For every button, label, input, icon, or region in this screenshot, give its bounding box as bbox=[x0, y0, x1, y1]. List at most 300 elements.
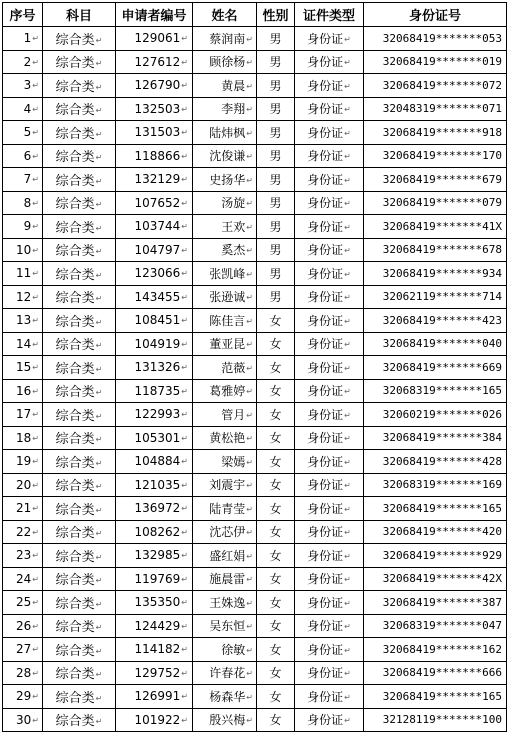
paragraph-mark-icon: ↵ bbox=[246, 293, 253, 303]
header-gender: 性别 bbox=[257, 3, 295, 27]
row-name: 张凯峰 bbox=[209, 266, 246, 281]
paragraph-mark-icon: ↵ bbox=[344, 434, 351, 444]
row-applicant-id: 103744 bbox=[134, 219, 181, 234]
row-id-type: 身份证 bbox=[307, 78, 344, 93]
row-index-cell bbox=[3, 215, 43, 239]
row-index: 26 bbox=[16, 618, 32, 633]
paragraph-mark-icon: ↵ bbox=[181, 621, 188, 631]
row-gender: 男 bbox=[269, 219, 282, 234]
row-index-cell bbox=[3, 332, 43, 356]
row-gender: 女 bbox=[269, 501, 282, 516]
row-applicant-id: 108262 bbox=[134, 524, 181, 539]
paragraph-mark-icon: ↵ bbox=[32, 269, 39, 279]
table-row bbox=[3, 144, 507, 168]
row-applicant-id: 101922 bbox=[134, 712, 181, 727]
row-applicant-id: 104919 bbox=[134, 336, 181, 351]
paragraph-mark-icon: ↵ bbox=[95, 717, 103, 727]
paragraph-mark-icon: ↵ bbox=[95, 176, 103, 186]
table-row bbox=[3, 497, 507, 521]
row-name-cell bbox=[193, 544, 257, 568]
row-subject: 综合类 bbox=[55, 714, 95, 730]
row-index-cell bbox=[3, 27, 43, 51]
row-id-number: 32068319*******169 bbox=[382, 478, 502, 492]
row-name: 徐敏 bbox=[221, 642, 246, 657]
row-name-cell bbox=[193, 238, 257, 262]
row-applicant-id: 132129 bbox=[134, 172, 181, 187]
row-applicant-id-cell bbox=[116, 262, 193, 286]
row-id-number: 32068419*******918 bbox=[382, 125, 502, 139]
paragraph-mark-icon: ↵ bbox=[344, 269, 351, 279]
row-name-cell bbox=[193, 497, 257, 521]
row-subject-cell bbox=[43, 285, 116, 309]
paragraph-mark-icon: ↵ bbox=[181, 269, 188, 279]
paragraph-mark-icon: ↵ bbox=[246, 152, 253, 162]
table-row bbox=[3, 473, 507, 497]
paragraph-mark-icon: ↵ bbox=[181, 574, 188, 584]
paragraph-mark-icon: ↵ bbox=[344, 81, 351, 91]
row-id-type: 身份证 bbox=[307, 572, 344, 587]
row-id-number: 32068319*******047 bbox=[382, 619, 502, 633]
row-id-number-cell bbox=[364, 403, 507, 427]
paragraph-mark-icon: ↵ bbox=[32, 245, 39, 255]
row-index-cell bbox=[3, 497, 43, 521]
row-name: 黄晨 bbox=[221, 78, 246, 93]
row-gender: 男 bbox=[269, 266, 282, 281]
paragraph-mark-icon: ↵ bbox=[246, 269, 253, 279]
row-gender: 女 bbox=[269, 431, 282, 446]
paragraph-mark-icon: ↵ bbox=[95, 223, 103, 233]
row-index-cell bbox=[3, 520, 43, 544]
row-subject: 综合类 bbox=[55, 220, 95, 236]
table-row bbox=[3, 708, 507, 732]
paragraph-mark-icon: ↵ bbox=[344, 645, 351, 655]
paragraph-mark-icon: ↵ bbox=[246, 622, 253, 632]
row-index: 11 bbox=[16, 266, 32, 281]
row-id-type: 身份证 bbox=[307, 454, 344, 469]
row-applicant-id: 129061 bbox=[134, 31, 181, 46]
row-gender: 男 bbox=[269, 172, 282, 187]
row-id-number: 32068419*******669 bbox=[382, 360, 502, 374]
row-id-number: 32068419*******040 bbox=[382, 337, 502, 351]
row-subject-cell bbox=[43, 309, 116, 333]
paragraph-mark-icon: ↵ bbox=[95, 623, 103, 633]
row-gender: 女 bbox=[269, 407, 282, 422]
row-id-type: 身份证 bbox=[307, 713, 344, 728]
row-id-type: 身份证 bbox=[307, 31, 344, 46]
row-gender-cell bbox=[257, 309, 295, 333]
row-gender-cell bbox=[257, 426, 295, 450]
row-gender-cell bbox=[257, 450, 295, 474]
row-id-type-cell bbox=[295, 544, 364, 568]
row-id-type-cell bbox=[295, 685, 364, 709]
header-id-number: 身份证号 bbox=[364, 3, 507, 27]
row-index-cell bbox=[3, 74, 43, 98]
table-row bbox=[3, 685, 507, 709]
table-row bbox=[3, 614, 507, 638]
paragraph-mark-icon: ↵ bbox=[181, 692, 188, 702]
paragraph-mark-icon: ↵ bbox=[181, 668, 188, 678]
paragraph-mark-icon: ↵ bbox=[246, 575, 253, 585]
row-name: 陆青莹 bbox=[209, 501, 246, 516]
row-name: 史扬华 bbox=[209, 172, 246, 187]
row-name: 蔡润南 bbox=[209, 31, 246, 46]
row-id-type-cell bbox=[295, 215, 364, 239]
row-index: 10 bbox=[16, 242, 32, 257]
row-applicant-id: 119769 bbox=[134, 571, 181, 586]
row-index-cell bbox=[3, 238, 43, 262]
row-applicant-id-cell bbox=[116, 638, 193, 662]
paragraph-mark-icon: ↵ bbox=[95, 364, 103, 374]
row-id-type: 身份证 bbox=[307, 595, 344, 610]
row-subject: 综合类 bbox=[55, 526, 95, 542]
row-applicant-id: 131503 bbox=[134, 125, 181, 140]
paragraph-mark-icon: ↵ bbox=[32, 480, 39, 490]
paragraph-mark-icon: ↵ bbox=[344, 410, 351, 420]
row-id-type: 身份证 bbox=[307, 290, 344, 305]
applicant-table bbox=[2, 2, 507, 732]
row-applicant-id-cell bbox=[116, 544, 193, 568]
paragraph-mark-icon: ↵ bbox=[181, 433, 188, 443]
row-id-type: 身份证 bbox=[307, 384, 344, 399]
row-id-number-cell bbox=[364, 27, 507, 51]
row-gender-cell bbox=[257, 638, 295, 662]
row-index-cell bbox=[3, 379, 43, 403]
row-index-cell bbox=[3, 144, 43, 168]
row-id-type: 身份证 bbox=[307, 548, 344, 563]
row-index-cell bbox=[3, 285, 43, 309]
row-gender: 男 bbox=[269, 125, 282, 140]
table-row bbox=[3, 309, 507, 333]
row-id-number: 32068419*******41X bbox=[382, 219, 502, 233]
row-name-cell bbox=[193, 450, 257, 474]
row-subject: 综合类 bbox=[55, 502, 95, 518]
row-subject-cell bbox=[43, 379, 116, 403]
paragraph-mark-icon: ↵ bbox=[32, 386, 39, 396]
row-gender-cell bbox=[257, 74, 295, 98]
row-id-number-cell bbox=[364, 661, 507, 685]
row-subject-cell bbox=[43, 591, 116, 615]
paragraph-mark-icon: ↵ bbox=[95, 341, 103, 351]
row-index-cell bbox=[3, 168, 43, 192]
table-row bbox=[3, 661, 507, 685]
row-gender: 男 bbox=[269, 31, 282, 46]
paragraph-mark-icon: ↵ bbox=[344, 387, 351, 397]
table-row bbox=[3, 450, 507, 474]
row-gender-cell bbox=[257, 661, 295, 685]
row-gender: 女 bbox=[269, 572, 282, 587]
row-subject-cell bbox=[43, 567, 116, 591]
row-index-cell bbox=[3, 450, 43, 474]
row-applicant-id: 104797 bbox=[134, 242, 181, 257]
row-applicant-id: 126991 bbox=[134, 689, 181, 704]
paragraph-mark-icon: ↵ bbox=[32, 104, 39, 114]
paragraph-mark-icon: ↵ bbox=[344, 128, 351, 138]
row-index-cell bbox=[3, 661, 43, 685]
row-subject-cell bbox=[43, 191, 116, 215]
row-gender-cell bbox=[257, 27, 295, 51]
paragraph-mark-icon: ↵ bbox=[95, 576, 103, 586]
paragraph-mark-icon: ↵ bbox=[95, 435, 103, 445]
row-applicant-id: 143455 bbox=[134, 289, 181, 304]
paragraph-mark-icon: ↵ bbox=[95, 106, 103, 116]
row-id-type: 身份证 bbox=[307, 501, 344, 516]
paragraph-mark-icon: ↵ bbox=[95, 411, 103, 421]
row-subject-cell bbox=[43, 638, 116, 662]
row-applicant-id-cell bbox=[116, 567, 193, 591]
paragraph-mark-icon: ↵ bbox=[181, 645, 188, 655]
paragraph-mark-icon: ↵ bbox=[32, 457, 39, 467]
paragraph-mark-icon: ↵ bbox=[181, 410, 188, 420]
row-name: 许春花 bbox=[209, 666, 246, 681]
row-subject: 综合类 bbox=[55, 32, 95, 48]
row-name: 梁嫣 bbox=[221, 454, 246, 469]
row-applicant-id-cell bbox=[116, 309, 193, 333]
row-id-number-cell bbox=[364, 708, 507, 732]
row-subject: 综合类 bbox=[55, 244, 95, 260]
table-row bbox=[3, 262, 507, 286]
row-id-number-cell bbox=[364, 168, 507, 192]
row-applicant-id: 114182 bbox=[134, 642, 181, 657]
paragraph-mark-icon: ↵ bbox=[246, 246, 253, 256]
row-name-cell bbox=[193, 426, 257, 450]
paragraph-mark-icon: ↵ bbox=[95, 270, 103, 280]
row-name-cell bbox=[193, 27, 257, 51]
row-index: 21 bbox=[16, 501, 32, 516]
row-id-type-cell bbox=[295, 121, 364, 145]
paragraph-mark-icon: ↵ bbox=[181, 363, 188, 373]
row-subject: 综合类 bbox=[55, 643, 95, 659]
row-subject: 综合类 bbox=[55, 56, 95, 72]
row-index: 8 bbox=[23, 195, 32, 210]
row-applicant-id-cell bbox=[116, 497, 193, 521]
row-name-cell bbox=[193, 661, 257, 685]
row-id-number-cell bbox=[364, 544, 507, 568]
row-name: 吴东恒 bbox=[209, 619, 246, 634]
row-id-number-cell bbox=[364, 50, 507, 74]
row-id-type-cell bbox=[295, 591, 364, 615]
paragraph-mark-icon: ↵ bbox=[181, 715, 188, 725]
paragraph-mark-icon: ↵ bbox=[32, 504, 39, 514]
row-subject: 综合类 bbox=[55, 385, 95, 401]
row-applicant-id-cell bbox=[116, 144, 193, 168]
paragraph-mark-icon: ↵ bbox=[344, 175, 351, 185]
row-gender: 男 bbox=[269, 55, 282, 70]
row-applicant-id: 126790 bbox=[134, 78, 181, 93]
row-subject: 综合类 bbox=[55, 267, 95, 283]
row-index-cell bbox=[3, 97, 43, 121]
row-id-type: 身份证 bbox=[307, 431, 344, 446]
row-index-cell bbox=[3, 638, 43, 662]
row-name-cell bbox=[193, 332, 257, 356]
row-gender-cell bbox=[257, 144, 295, 168]
paragraph-mark-icon: ↵ bbox=[95, 317, 103, 327]
paragraph-mark-icon: ↵ bbox=[181, 292, 188, 302]
row-gender: 女 bbox=[269, 337, 282, 352]
row-id-number: 32068419*******170 bbox=[382, 149, 502, 163]
row-applicant-id: 124429 bbox=[134, 618, 181, 633]
paragraph-mark-icon: ↵ bbox=[344, 293, 351, 303]
row-applicant-id-cell bbox=[116, 121, 193, 145]
paragraph-mark-icon: ↵ bbox=[95, 693, 103, 703]
row-index: 27 bbox=[16, 642, 32, 657]
row-id-type-cell bbox=[295, 27, 364, 51]
paragraph-mark-icon: ↵ bbox=[181, 198, 188, 208]
paragraph-mark-icon: ↵ bbox=[344, 246, 351, 256]
row-applicant-id: 104884 bbox=[134, 454, 181, 469]
row-applicant-id: 118866 bbox=[134, 148, 181, 163]
row-applicant-id-cell bbox=[116, 708, 193, 732]
row-subject-cell bbox=[43, 614, 116, 638]
row-applicant-id-cell bbox=[116, 74, 193, 98]
row-id-number: 32068419*******019 bbox=[382, 55, 502, 69]
row-applicant-id-cell bbox=[116, 473, 193, 497]
table-row bbox=[3, 238, 507, 262]
row-index: 14 bbox=[16, 336, 32, 351]
header-row bbox=[3, 3, 507, 27]
row-gender-cell bbox=[257, 520, 295, 544]
row-id-type: 身份证 bbox=[307, 337, 344, 352]
row-subject-cell bbox=[43, 356, 116, 380]
row-index: 22 bbox=[16, 524, 32, 539]
row-id-number: 32068419*******165 bbox=[382, 501, 502, 515]
paragraph-mark-icon: ↵ bbox=[246, 387, 253, 397]
paragraph-mark-icon: ↵ bbox=[32, 175, 39, 185]
row-subject-cell bbox=[43, 473, 116, 497]
row-subject: 综合类 bbox=[55, 667, 95, 683]
row-applicant-id-cell bbox=[116, 379, 193, 403]
row-applicant-id-cell bbox=[116, 285, 193, 309]
row-index: 30 bbox=[16, 712, 32, 727]
row-id-type-cell bbox=[295, 379, 364, 403]
table-row bbox=[3, 285, 507, 309]
row-id-type-cell bbox=[295, 638, 364, 662]
paragraph-mark-icon: ↵ bbox=[246, 481, 253, 491]
header-applicant-id: 申请者编号 bbox=[116, 3, 193, 27]
paragraph-mark-icon: ↵ bbox=[246, 457, 253, 467]
row-subject-cell bbox=[43, 50, 116, 74]
paragraph-mark-icon: ↵ bbox=[95, 59, 103, 69]
row-name-cell bbox=[193, 262, 257, 286]
row-name: 陆炜枫 bbox=[209, 125, 246, 140]
row-index: 28 bbox=[16, 665, 32, 680]
paragraph-mark-icon: ↵ bbox=[181, 81, 188, 91]
paragraph-mark-icon: ↵ bbox=[32, 410, 39, 420]
paragraph-mark-icon: ↵ bbox=[95, 129, 103, 139]
row-id-number: 32068419*******678 bbox=[382, 243, 502, 257]
row-name-cell bbox=[193, 638, 257, 662]
row-gender-cell bbox=[257, 591, 295, 615]
row-applicant-id: 122993 bbox=[134, 407, 181, 422]
row-id-number: 32068419*******679 bbox=[382, 172, 502, 186]
row-gender: 女 bbox=[269, 478, 282, 493]
row-id-type-cell bbox=[295, 74, 364, 98]
row-index-cell bbox=[3, 426, 43, 450]
row-subject-cell bbox=[43, 450, 116, 474]
row-id-number: 32068419*******42X bbox=[382, 572, 502, 586]
row-id-number-cell bbox=[364, 97, 507, 121]
row-gender-cell bbox=[257, 97, 295, 121]
paragraph-mark-icon: ↵ bbox=[181, 598, 188, 608]
row-id-type-cell bbox=[295, 285, 364, 309]
paragraph-mark-icon: ↵ bbox=[181, 151, 188, 161]
row-gender: 女 bbox=[269, 454, 282, 469]
row-id-number: 32068419*******162 bbox=[382, 642, 502, 656]
row-name: 沈俊谦 bbox=[209, 149, 246, 164]
paragraph-mark-icon: ↵ bbox=[344, 363, 351, 373]
row-name-cell bbox=[193, 285, 257, 309]
paragraph-mark-icon: ↵ bbox=[246, 58, 253, 68]
row-id-type-cell bbox=[295, 450, 364, 474]
paragraph-mark-icon: ↵ bbox=[181, 316, 188, 326]
row-id-number-cell bbox=[364, 332, 507, 356]
row-name: 葛雅婷 bbox=[209, 384, 246, 399]
row-gender-cell bbox=[257, 215, 295, 239]
row-index-cell bbox=[3, 262, 43, 286]
paragraph-mark-icon: ↵ bbox=[246, 598, 253, 608]
table-row bbox=[3, 426, 507, 450]
row-gender: 男 bbox=[269, 78, 282, 93]
row-gender-cell bbox=[257, 191, 295, 215]
paragraph-mark-icon: ↵ bbox=[344, 669, 351, 679]
row-id-number: 32068419*******666 bbox=[382, 666, 502, 680]
paragraph-mark-icon: ↵ bbox=[344, 481, 351, 491]
row-gender: 女 bbox=[269, 619, 282, 634]
row-subject: 综合类 bbox=[55, 620, 95, 636]
table-row bbox=[3, 332, 507, 356]
row-id-type: 身份证 bbox=[307, 525, 344, 540]
row-id-number-cell bbox=[364, 497, 507, 521]
table-row bbox=[3, 121, 507, 145]
row-id-number-cell bbox=[364, 379, 507, 403]
paragraph-mark-icon: ↵ bbox=[246, 222, 253, 232]
paragraph-mark-icon: ↵ bbox=[181, 128, 188, 138]
row-name: 李翔 bbox=[221, 102, 246, 117]
paragraph-mark-icon: ↵ bbox=[246, 645, 253, 655]
row-name: 王欢 bbox=[221, 219, 246, 234]
paragraph-mark-icon: ↵ bbox=[181, 34, 188, 44]
row-id-number-cell bbox=[364, 262, 507, 286]
table-row bbox=[3, 168, 507, 192]
row-index-cell bbox=[3, 708, 43, 732]
paragraph-mark-icon: ↵ bbox=[246, 434, 253, 444]
row-applicant-id: 132985 bbox=[134, 548, 181, 563]
row-index: 18 bbox=[16, 430, 32, 445]
row-id-number-cell bbox=[364, 638, 507, 662]
paragraph-mark-icon: ↵ bbox=[344, 575, 351, 585]
row-id-type-cell bbox=[295, 497, 364, 521]
row-index: 5 bbox=[23, 125, 32, 140]
row-id-number: 32062119*******714 bbox=[382, 290, 502, 304]
row-index: 25 bbox=[16, 595, 32, 610]
paragraph-mark-icon: ↵ bbox=[181, 245, 188, 255]
row-id-type-cell bbox=[295, 332, 364, 356]
row-id-number: 32068419*******428 bbox=[382, 454, 502, 468]
row-gender-cell bbox=[257, 685, 295, 709]
row-applicant-id: 118735 bbox=[134, 383, 181, 398]
paragraph-mark-icon: ↵ bbox=[32, 692, 39, 702]
row-subject: 综合类 bbox=[55, 690, 95, 706]
row-gender: 男 bbox=[269, 149, 282, 164]
row-id-type: 身份证 bbox=[307, 689, 344, 704]
row-subject: 综合类 bbox=[55, 314, 95, 330]
row-subject: 综合类 bbox=[55, 150, 95, 166]
row-subject-cell bbox=[43, 708, 116, 732]
row-id-number: 32068319*******165 bbox=[382, 384, 502, 398]
row-id-type-cell bbox=[295, 97, 364, 121]
row-applicant-id-cell bbox=[116, 403, 193, 427]
paragraph-mark-icon: ↵ bbox=[344, 105, 351, 115]
row-name-cell bbox=[193, 168, 257, 192]
